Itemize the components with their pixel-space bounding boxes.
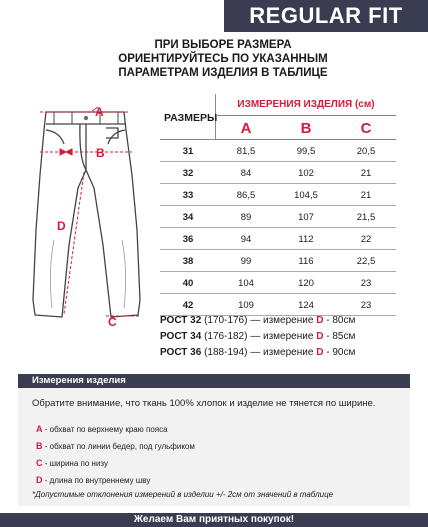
height-letter: D bbox=[316, 347, 324, 358]
a-cell: 104 bbox=[238, 278, 254, 289]
notice-line: ОРИЕНТИРУЙТЕСЬ ПО УКАЗАННЫМ bbox=[118, 53, 328, 65]
pocket-right bbox=[108, 130, 125, 144]
b-cell: 102 bbox=[298, 168, 314, 179]
info-title: Измерения изделия bbox=[32, 375, 126, 386]
footer-bar bbox=[0, 513, 428, 527]
b-cell: 107 bbox=[298, 212, 314, 223]
button bbox=[84, 116, 88, 120]
a-cell: 109 bbox=[238, 300, 254, 311]
label-c: C bbox=[108, 315, 117, 329]
legend-item bbox=[36, 455, 195, 472]
height-text: — измерение bbox=[250, 315, 314, 326]
legend-text: - обхват по верхнему краю пояса bbox=[44, 425, 168, 434]
table-row bbox=[160, 162, 396, 184]
legend-item bbox=[36, 472, 195, 489]
column-letters bbox=[216, 116, 396, 140]
size-cell: 38 bbox=[182, 256, 194, 267]
table-row bbox=[160, 272, 396, 294]
column-c: C bbox=[360, 120, 372, 137]
a-cell: 89 bbox=[240, 212, 252, 223]
legend-key: D bbox=[36, 475, 43, 485]
c-cell: 23 bbox=[360, 278, 372, 289]
table-body bbox=[160, 140, 396, 316]
size-cell: 42 bbox=[182, 300, 194, 311]
height-value: - 90см bbox=[326, 347, 356, 358]
info-title-bar bbox=[18, 374, 410, 388]
b-cell: 120 bbox=[298, 278, 314, 289]
c-cell: 20,5 bbox=[356, 146, 376, 157]
size-cell: 33 bbox=[182, 190, 194, 201]
height-range: (176-182) bbox=[204, 331, 248, 342]
measurements-header: ИЗМЕРЕНИЯ ИЗДЕЛИЯ (см) bbox=[237, 99, 375, 110]
height-line bbox=[160, 313, 355, 329]
fly-seam bbox=[80, 124, 86, 170]
size-cell: 40 bbox=[182, 278, 194, 289]
c-cell: 22,5 bbox=[356, 256, 376, 267]
legend-key: B bbox=[36, 441, 43, 451]
pocket-left bbox=[46, 130, 64, 144]
legend-item bbox=[36, 421, 195, 438]
size-cell: 34 bbox=[182, 212, 194, 223]
height-letter: D bbox=[316, 315, 324, 326]
a-cell: 84 bbox=[240, 168, 252, 179]
size-cell: 31 bbox=[182, 146, 194, 157]
c-cell: 23 bbox=[360, 300, 372, 311]
measurements-header-cell bbox=[216, 94, 396, 116]
height-line bbox=[160, 329, 355, 345]
table-row bbox=[160, 206, 396, 228]
leg-crease bbox=[50, 240, 125, 308]
c-cell: 21 bbox=[360, 168, 372, 179]
sizes-header: РАЗМЕРЫ bbox=[164, 112, 218, 124]
table-row bbox=[160, 250, 396, 272]
size-cell: 36 bbox=[182, 234, 194, 245]
height-value: - 85см bbox=[326, 331, 356, 342]
height-line bbox=[160, 345, 355, 361]
c-cell: 22 bbox=[360, 234, 372, 245]
measure-d-line bbox=[64, 172, 84, 314]
label-d: D bbox=[57, 219, 66, 233]
tolerance-note: *Допустимые отклонения измерений в изделии +/- 2см от значений в таблице bbox=[32, 490, 334, 499]
page-title: REGULAR FIT bbox=[249, 3, 403, 28]
height-label: РОСТ 34 bbox=[160, 331, 202, 342]
measurement-legend bbox=[36, 421, 195, 489]
column-a: A bbox=[240, 120, 252, 137]
height-range: (188-194) bbox=[204, 347, 248, 358]
notice-line: ПРИ ВЫБОРЕ РАЗМЕРА bbox=[154, 39, 292, 51]
c-cell: 21 bbox=[360, 190, 372, 201]
notice-line: ПАРАМЕТРАМ ИЗДЕЛИЯ В ТАБЛИЦЕ bbox=[118, 67, 328, 79]
b-cell: 116 bbox=[298, 256, 314, 267]
jeans-diagram bbox=[24, 100, 148, 335]
measure-b-arrow bbox=[66, 149, 72, 155]
height-letter: D bbox=[316, 331, 324, 342]
size-cell: 32 bbox=[182, 168, 194, 179]
legend-text: - ширина по низу bbox=[44, 459, 108, 468]
size-notice bbox=[116, 38, 330, 80]
height-label: РОСТ 32 bbox=[160, 315, 202, 326]
header-bar bbox=[224, 0, 428, 32]
legend-text: - длина по внутреннему шву bbox=[44, 476, 151, 485]
height-notes bbox=[160, 313, 355, 361]
label-a: A bbox=[95, 105, 104, 119]
legend-text: - обхват по линии бедер, под гульфиком bbox=[44, 442, 195, 451]
column-b: B bbox=[300, 120, 312, 137]
label-b: B bbox=[96, 146, 105, 160]
legend-key: C bbox=[36, 458, 43, 468]
sizes-header-cell bbox=[160, 94, 216, 140]
height-value: - 80см bbox=[326, 315, 356, 326]
table-row bbox=[160, 140, 396, 162]
height-text: — измерение bbox=[250, 347, 314, 358]
a-cell: 94 bbox=[240, 234, 252, 245]
c-cell: 21,5 bbox=[356, 212, 376, 223]
table-row bbox=[160, 228, 396, 250]
a-cell: 81,5 bbox=[236, 146, 256, 157]
height-range: (170-176) bbox=[204, 315, 248, 326]
legend-key: A bbox=[36, 424, 43, 434]
height-text: — измерение bbox=[250, 331, 314, 342]
fabric-note: Обратите внимание, что ткань 100% хлопок и изделие не тянется по ширине. bbox=[32, 398, 376, 409]
b-cell: 104,5 bbox=[294, 190, 318, 201]
legend-item bbox=[36, 438, 195, 455]
a-cell: 86,5 bbox=[236, 190, 256, 201]
b-cell: 112 bbox=[298, 234, 314, 245]
b-cell: 124 bbox=[298, 300, 314, 311]
a-cell: 99 bbox=[240, 256, 252, 267]
table-row bbox=[160, 184, 396, 206]
height-label: РОСТ 36 bbox=[160, 347, 202, 358]
b-cell: 99,5 bbox=[296, 146, 316, 157]
footer-text: Желаем Вам приятных покупок! bbox=[133, 514, 295, 525]
info-box bbox=[18, 388, 410, 506]
